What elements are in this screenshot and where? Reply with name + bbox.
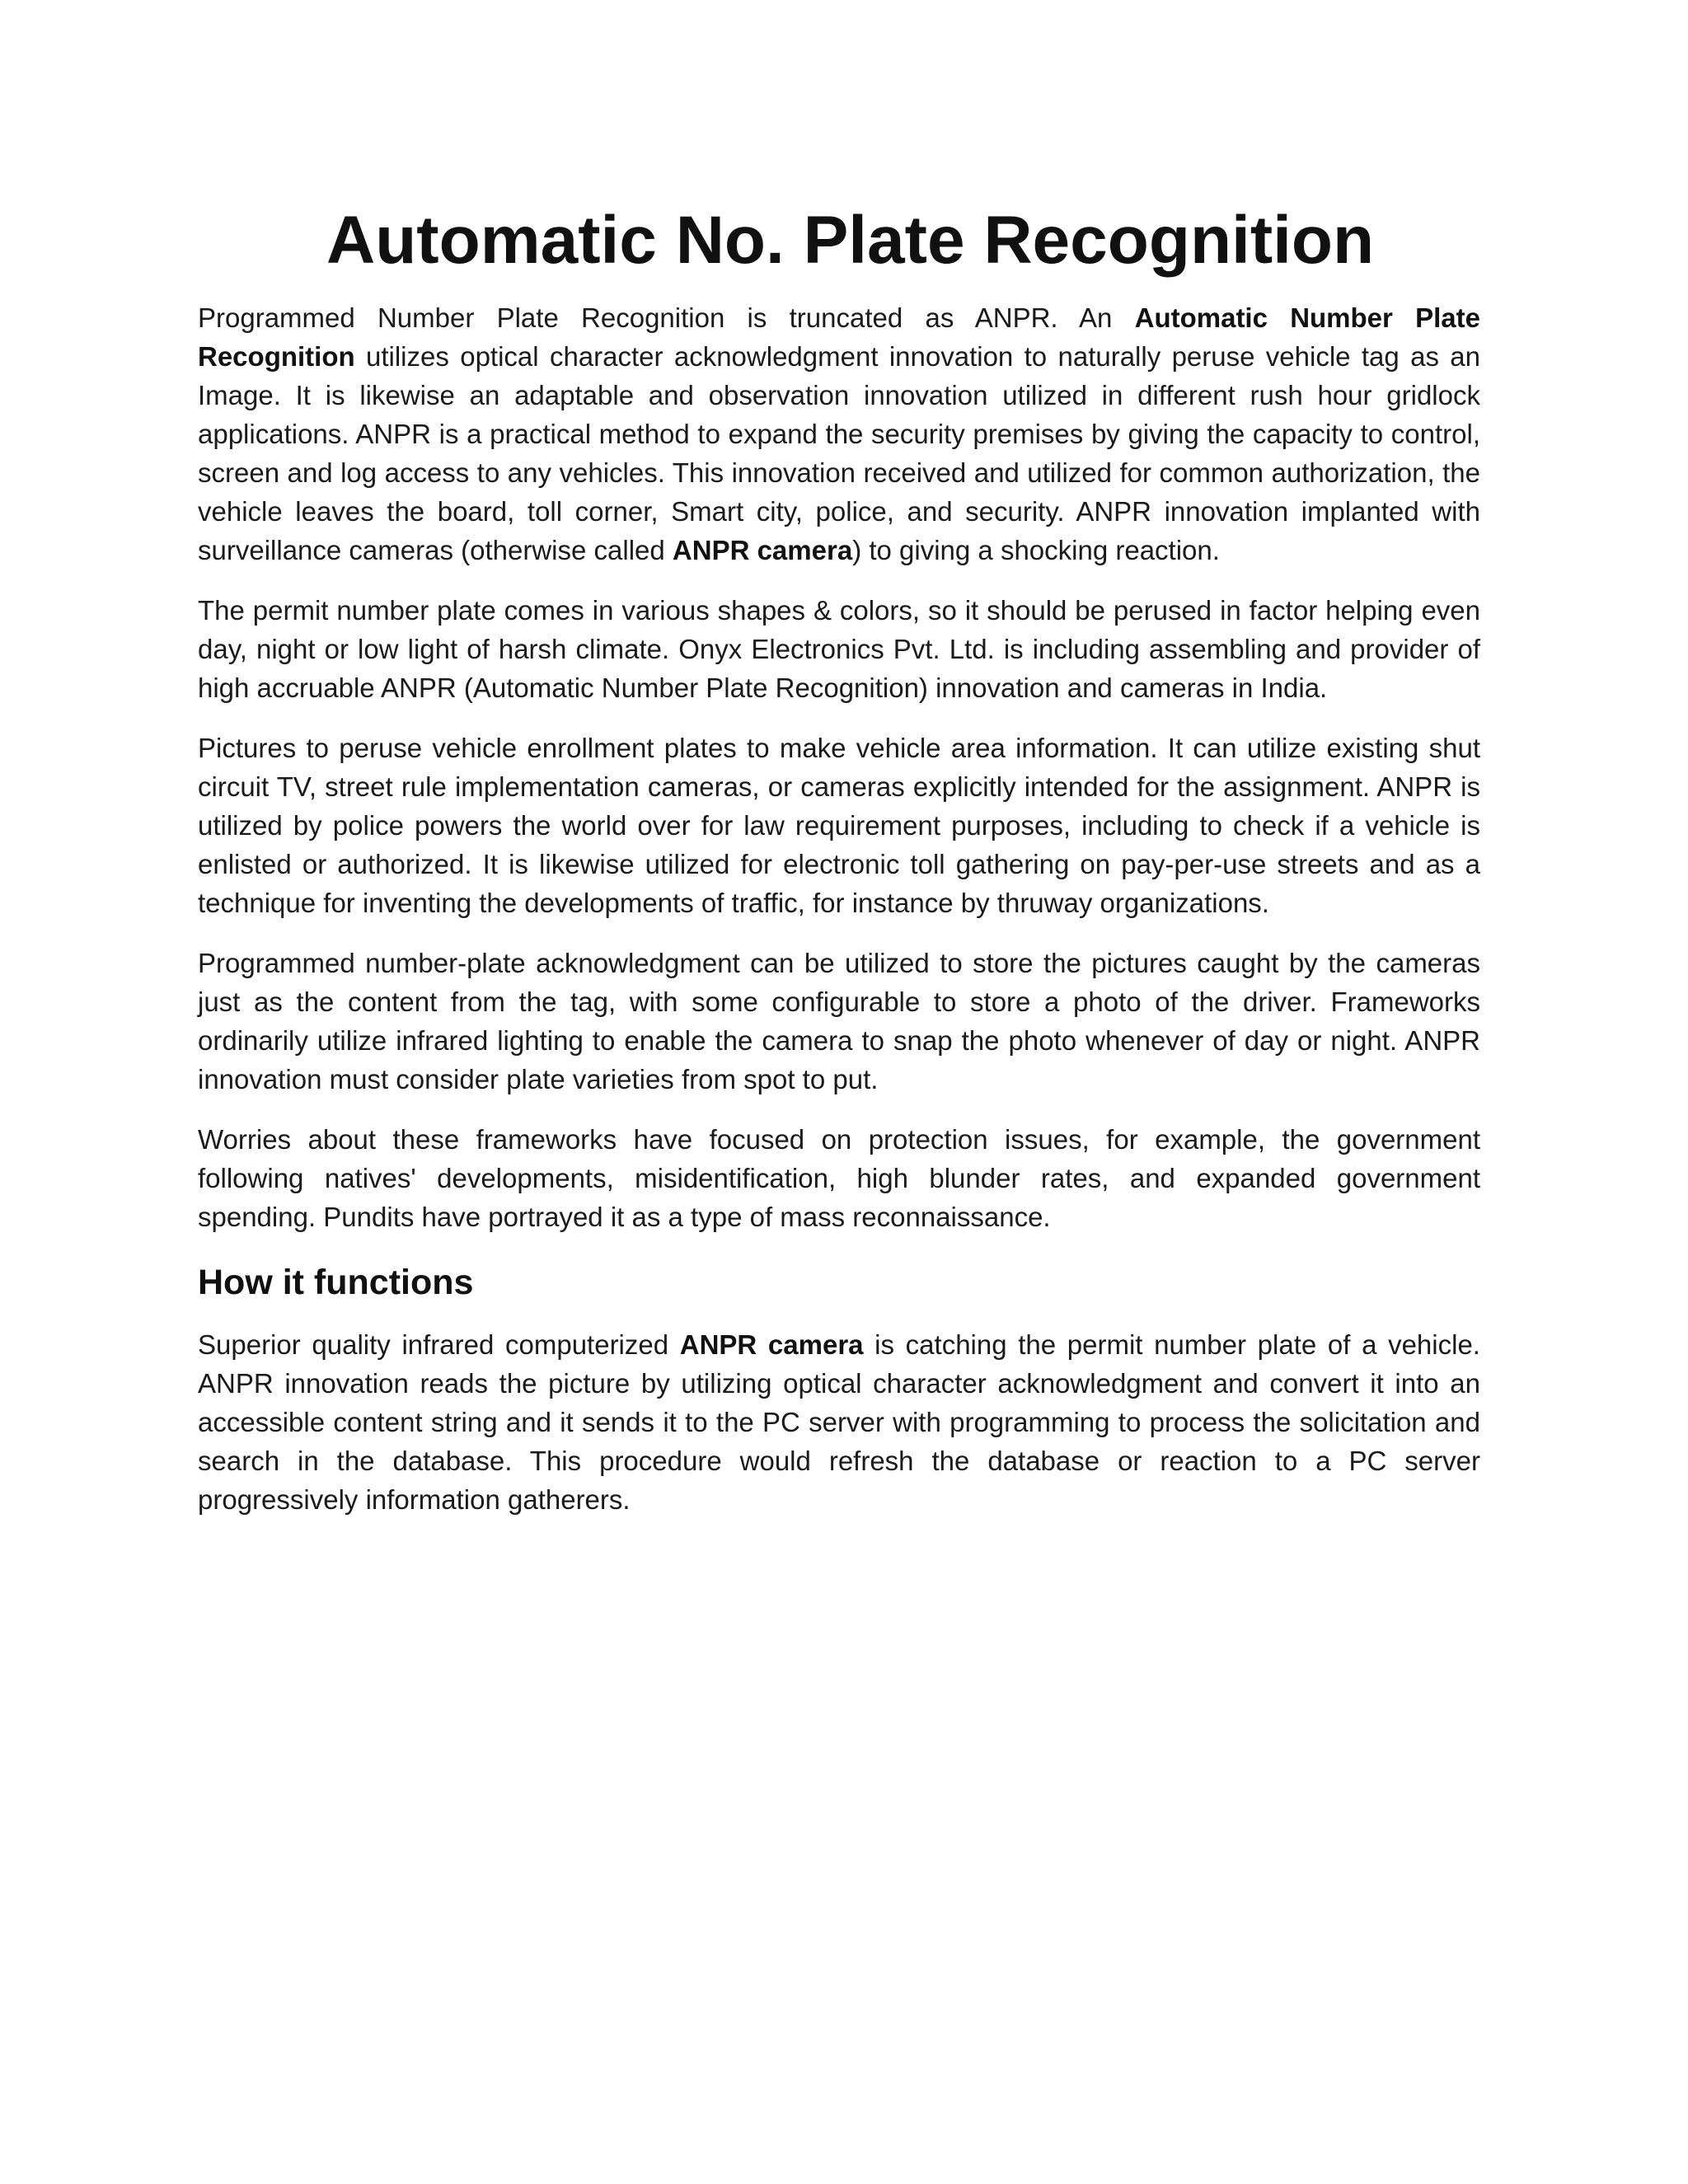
document-body <box>198 198 1480 1519</box>
paragraph-intro-text-1: Programmed Number Plate Recognition is truncated as ANPR. An <box>198 302 1135 333</box>
paragraph-pictures: Pictures to peruse vehicle enrollment plates to make vehicle area information. It can utilize existing shut circuit TV, street rule implementation cameras, or cameras explicitly intended for the assignment. ANPR is utilized by police powers the world over for law requirement purposes, including to check if a vehicle is enlisted or authorized. It is likewise utilized for electronic toll gathering on pay-per-use streets and as a technique for inventing the developments of traffic, for instance by thruway organizations. <box>198 733 1480 918</box>
paragraph-intro-text-3: ) to giving a shocking reaction. <box>852 535 1220 565</box>
paragraph-worries: Worries about these frameworks have focused on protection issues, for example, the government following natives' developments, misidentification, high blunder rates, and expanded government spending. Pundits have portrayed it as a type of mass reconnaissance. <box>198 1124 1480 1232</box>
paragraph-intro-text-2: utilizes optical character acknowledgment innovation to naturally peruse vehicle tag as an Image. It is likewise an adaptable and observation innovation utilized in different rush hour gridlock applications. ANPR is a practical method to expand the security premises by giving the capacity to control, screen and log access to any vehicles. This innovation received and utilized for common authorization, the vehicle leaves the board, toll corner, Smart city, police, and security. ANPR innovation implanted with surveillance cameras (otherwise called <box>198 341 1480 565</box>
paragraph-how-bold-camera: ANPR camera <box>679 1329 864 1360</box>
paragraph-how-it-functions <box>198 1325 1480 1519</box>
paragraph-permit-plate: The permit number plate comes in various shapes & colors, so it should be perused in factor helping even day, night or low light of harsh climate. Onyx Electronics Pvt. Ltd. is including assembling and provider of high accruable ANPR (Automatic Number Plate Recognition) innovation and cameras in India. <box>198 595 1480 703</box>
document-title: Automatic No. Plate Recognition <box>326 203 1375 278</box>
paragraph-how-text-1: Superior quality infrared computerized <box>198 1329 680 1360</box>
paragraph-intro <box>198 298 1480 569</box>
section-heading-how-it-functions: How it functions <box>198 1263 474 1302</box>
paragraph-intro-bold-term: Automatic Number Plate Recognition <box>198 302 1480 372</box>
paragraph-intro-bold-camera: ANPR camera <box>672 535 853 565</box>
paragraph-programmed: Programmed number-plate acknowledgment can be utilized to store the pictures caught by the cameras just as the content from the tag, with some configurable to store a photo of the driver. Frameworks ordinarily utilize infrared lighting to enable the camera to snap the photo whenever of day or night. ANPR innovation must consider plate varieties from spot to put. <box>198 948 1480 1094</box>
paragraph-how-text-2: is catching the permit number plate of a vehicle. ANPR innovation reads the picture by utilizing optical character acknowledgment and convert it into an accessible content string and it sends it to the PC server with programming to process the solicitation and search in the database. This procedure would refresh the database or reaction to a PC server progressively information gatherers. <box>198 1329 1480 1515</box>
